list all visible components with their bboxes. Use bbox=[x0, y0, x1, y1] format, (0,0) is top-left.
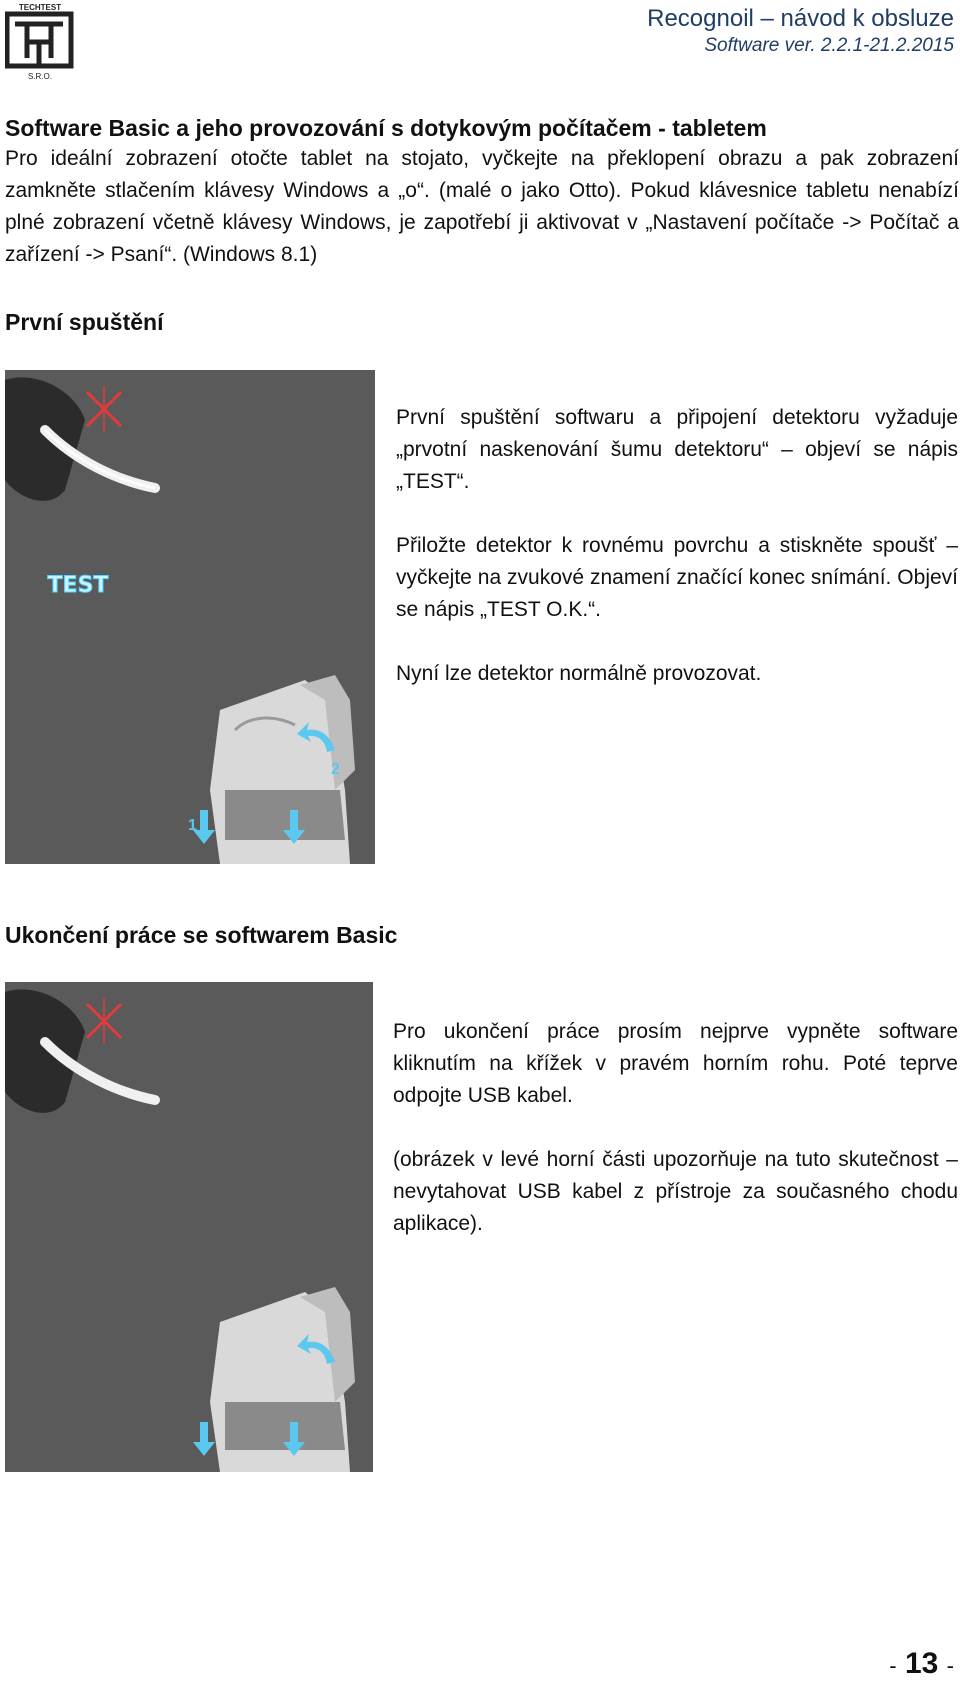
exit-screenshot bbox=[5, 982, 373, 1472]
section-heading-first-run: První spuštění bbox=[5, 309, 164, 335]
first-run-paragraph-3: Nyní lze detektor normálně provozovat. bbox=[396, 662, 762, 685]
exit-text bbox=[393, 1016, 958, 1272]
section-heading-exit: Ukončení práce se softwarem Basic bbox=[5, 922, 398, 948]
page-number-suffix: - bbox=[946, 1653, 954, 1678]
page-number bbox=[889, 1647, 954, 1681]
section-heading-basic: Software Basic a jeho provozování s dotykovým počítačem - tabletem bbox=[5, 115, 767, 141]
step-2-label: 2 bbox=[331, 761, 340, 778]
first-run-screenshot bbox=[5, 370, 375, 864]
logo-sub: S.R.O. bbox=[27, 72, 53, 81]
step-1-label: 1 bbox=[188, 817, 197, 834]
first-run-text bbox=[396, 402, 958, 722]
document-title: Recognoil – návod k obsluze bbox=[647, 5, 954, 32]
company-logo bbox=[5, 2, 75, 82]
intro-paragraph: Pro ideální zobrazení otočte tablet na stojato, vyčkejte na překlopení obrazu a pak zobrazení zamkněte stlačením klávesy Windows a „o“. (malé o jako Otto). Pokud klávesnice tabletu nenabízí plné zobrazení včetně klávesy Windows, je zapotřebí ji aktivovat v „Nastavení počítače -> Počítač a zařízení -> Psaní“. (Windows 8.1) bbox=[5, 147, 959, 266]
test-label: TEST bbox=[47, 573, 109, 598]
document-header bbox=[647, 4, 954, 58]
exit-paragraph-2: (obrázek v levé horní části upozorňuje na tuto skutečnost – nevytahovat USB kabel z přístroje za současného chodu aplikace). bbox=[393, 1148, 958, 1235]
page-number-value: 13 bbox=[904, 1647, 939, 1680]
exit-paragraph-1: Pro ukončení práce prosím nejprve vypněte software kliknutím na křížek v pravém horním rohu. Poté teprve odpojte USB kabel. bbox=[393, 1020, 958, 1107]
page-number-prefix: - bbox=[889, 1653, 897, 1678]
logo-text: TECHTEST bbox=[18, 3, 62, 12]
first-run-paragraph-1: První spuštění softwaru a připojení detektoru vyžaduje „prvotní naskenování šumu detektoru“ – objeví se nápis „TEST“. bbox=[396, 406, 958, 493]
document-subtitle: Software ver. 2.2.1-21.2.2015 bbox=[704, 35, 954, 56]
first-run-paragraph-2: Přiložte detektor k rovnému povrchu a stiskněte spoušť – vyčkejte na zvukové znamení značící konec snímání. Objeví se nápis „TEST O.K.“. bbox=[396, 534, 958, 621]
